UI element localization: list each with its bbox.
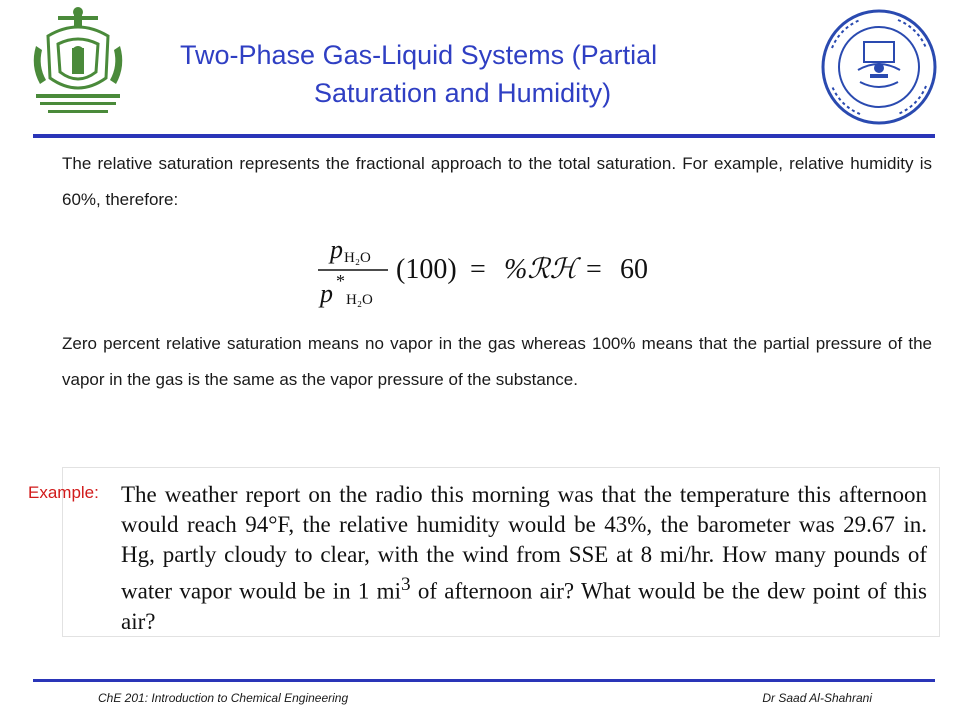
bottom-divider — [33, 679, 935, 682]
example-text-part-2: of afternoon air? What would be the dew point of this air? — [121, 578, 927, 634]
zero-percent-paragraph: Zero percent relative saturation means no vapor in the gas whereas 100% means that the partial pressure of the vapor in the gas is the same as the vapor pressure of the substance. — [62, 334, 932, 389]
example-label: Example: — [28, 483, 99, 502]
formula-equals-2: = — [586, 254, 602, 285]
footer-author: Dr Saad Al-Shahrani — [762, 691, 872, 705]
formula-denominator-sup: * — [336, 271, 345, 291]
department-seal-logo — [820, 8, 938, 126]
example-problem-text — [121, 480, 927, 637]
footer-course: ChE 201: Introduction to Chemical Engineering — [98, 691, 349, 705]
relative-saturation-paragraph: The relative saturation represents the fractional approach to the total saturation. For example, relative humidity is 60%, therefore: — [62, 154, 932, 209]
example-problem-box — [62, 467, 940, 637]
top-divider — [33, 134, 935, 138]
formula-numerator-sub: H₂O — [344, 250, 371, 266]
university-crest-logo — [28, 6, 128, 124]
slide-title-line-2: Saturation and Humidity) — [314, 78, 612, 108]
example-text-superscript: 3 — [400, 574, 411, 595]
formula-rh: %ℛℋ — [504, 254, 578, 285]
slide-title-line-1: Two-Phase Gas-Liquid Systems (Partial — [180, 40, 658, 70]
formula-factor: (100) — [396, 254, 457, 285]
example-text-part-1: The weather report on the radio this morning was that the temperature this afternoon would reach 94°F, the relative humidity would be 43%, the barometer was 29.67 in. Hg, partly cloudy to clear, with the wind from SSE at 8 mi/hr. How many pounds of water vapor would be in 1 mi — [121, 482, 927, 604]
formula-denominator: p — [320, 279, 333, 308]
formula-equals-1: = — [470, 254, 486, 285]
slide-title — [140, 36, 800, 112]
formula-denominator-sub: H₂O — [346, 292, 373, 308]
formula-numerator: p — [330, 235, 343, 264]
relative-humidity-formula — [300, 232, 720, 312]
formula-value: 60 — [620, 254, 648, 285]
